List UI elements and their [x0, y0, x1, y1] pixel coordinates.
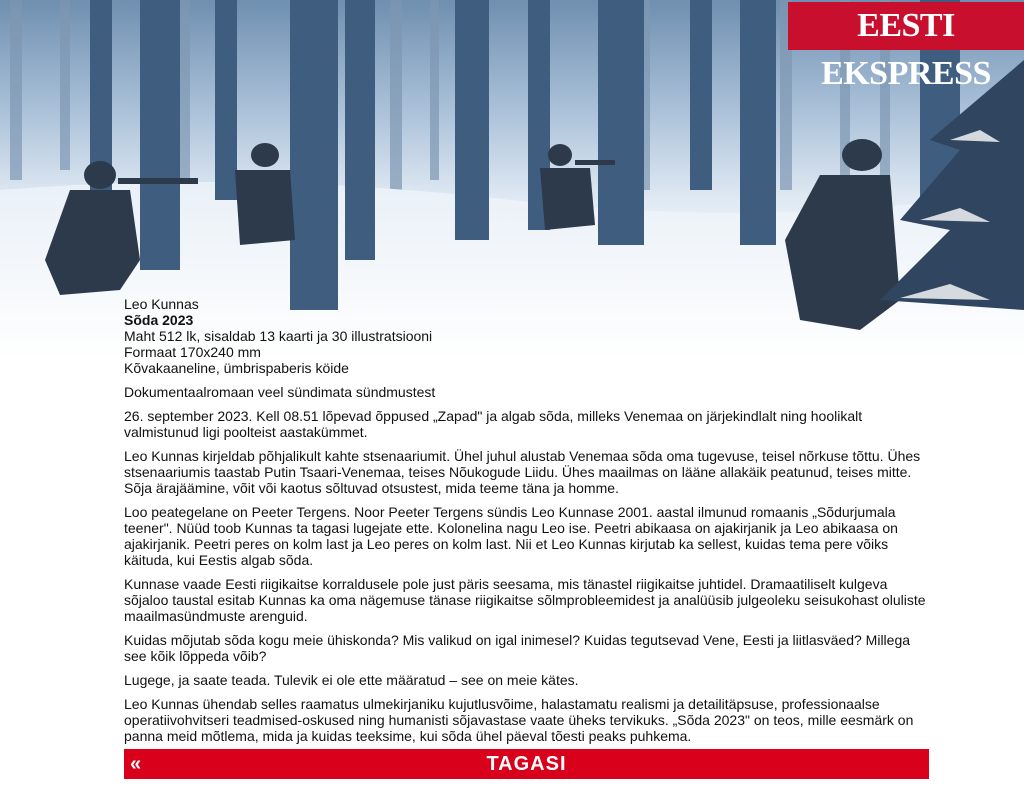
book-description	[124, 296, 934, 752]
double-chevron-left-icon[interactable]: «	[130, 753, 142, 775]
paragraph: Lugege, ja saate teada. Tulevik ei ole ette määratud – see on meie kätes.	[124, 672, 579, 688]
paragraph-subtitle: Dokumentaalromaan veel sündimata sündmustest	[124, 384, 436, 400]
book-author: Leo Kunnas	[124, 296, 199, 312]
paragraph: 26. september 2023. Kell 08.51 lõpevad õppused „Zapad" ja algab sõda, milleks Venemaa on järjekindlalt ning hoolikalt valmistunud ligi poolteist aastakümmet.	[124, 408, 863, 440]
back-button[interactable]	[124, 749, 929, 779]
paragraph: Leo Kunnas ühendab selles raamatus ulmekirjaniku kujutlusvõime, halastamatu realismi ja detailitäpsuse, professionaalse operatiivohvitseri teadmised-oskused ning humanisti sõjavastase vaate üheks tervikuks. „Sõda 2023" on teos, mille eesmärk on panna meid mõtlema, mida ja kuidas teeksime, kui sõda ühel päeval tõesti peaks puhkema.	[124, 696, 914, 744]
paragraph: Kuidas mõjutab sõda kogu meie ühiskonda? Mis valikud on igal inimesel? Kuidas tegutsevad Vene, Eesti ja liitlasväed? Millega see kõik lõppeda võib?	[124, 632, 911, 664]
paragraph: Leo Kunnas kirjeldab põhjalikult kahte stsenaariumit. Ühel juhul alustab Venemaa sõda oma tugevuse, teisel nõrkuse tõttu. Ühes stsenaariumis taastab Putin Tsaari-Venemaa, teises Nõukogude Liidu. Ühes maailmas on lääne allakäik peatunud, teises mitte. Sõja ärajäämine, võit või kaotus sõltuvad otsustest, mida teeme täna ja homme.	[124, 448, 921, 496]
book-meta	[124, 296, 934, 376]
eesti-ekspress-logo[interactable]: EESTI EKSPRESS	[788, 2, 1024, 50]
book-title: Sõda 2023	[124, 312, 194, 328]
book-detail-pages: Maht 512 lk, sisaldab 13 kaarti ja 30 illustratsiooni	[124, 328, 433, 344]
back-button-label[interactable]: TAGASI	[486, 753, 567, 775]
paragraph: Loo peategelane on Peeter Tergens. Noor Peeter Tergens sündis Leo Kunnase 2001. aastal ilmunud romaanis „Sõdurjumala teener". Nüüd toob Kunnas ta tagasi lugejate ette. Kolonelina nagu Leo ise. Peetri abikaasa on ajakirjanik ja Leo abikaasa on ajakirjanik. Peetri peres on kolm last ja Leo peres on kolm last. Nii et Leo Kunnas kirjutab ka sellest, kuidas tema pere võiks käituda, kui Eestis algab sõda.	[124, 504, 898, 568]
book-detail-binding: Kõvakaaneline, ümbrispaberis köide	[124, 360, 349, 376]
paragraph: Kunnase vaade Eesti riigikaitse korraldusele pole just päris seesama, mis tänastel riigikaitse juhtidel. Dramaatiliselt kulgeva sõjaloo taustal esitab Kunnas ka oma nägemuse tänase riigikaitse sõlmprobleemidest ja analüüsib julgeoleku seisukohast oluliste maailmasündmuste arenguid.	[124, 576, 926, 624]
book-detail-format: Formaat 170x240 mm	[124, 344, 261, 360]
